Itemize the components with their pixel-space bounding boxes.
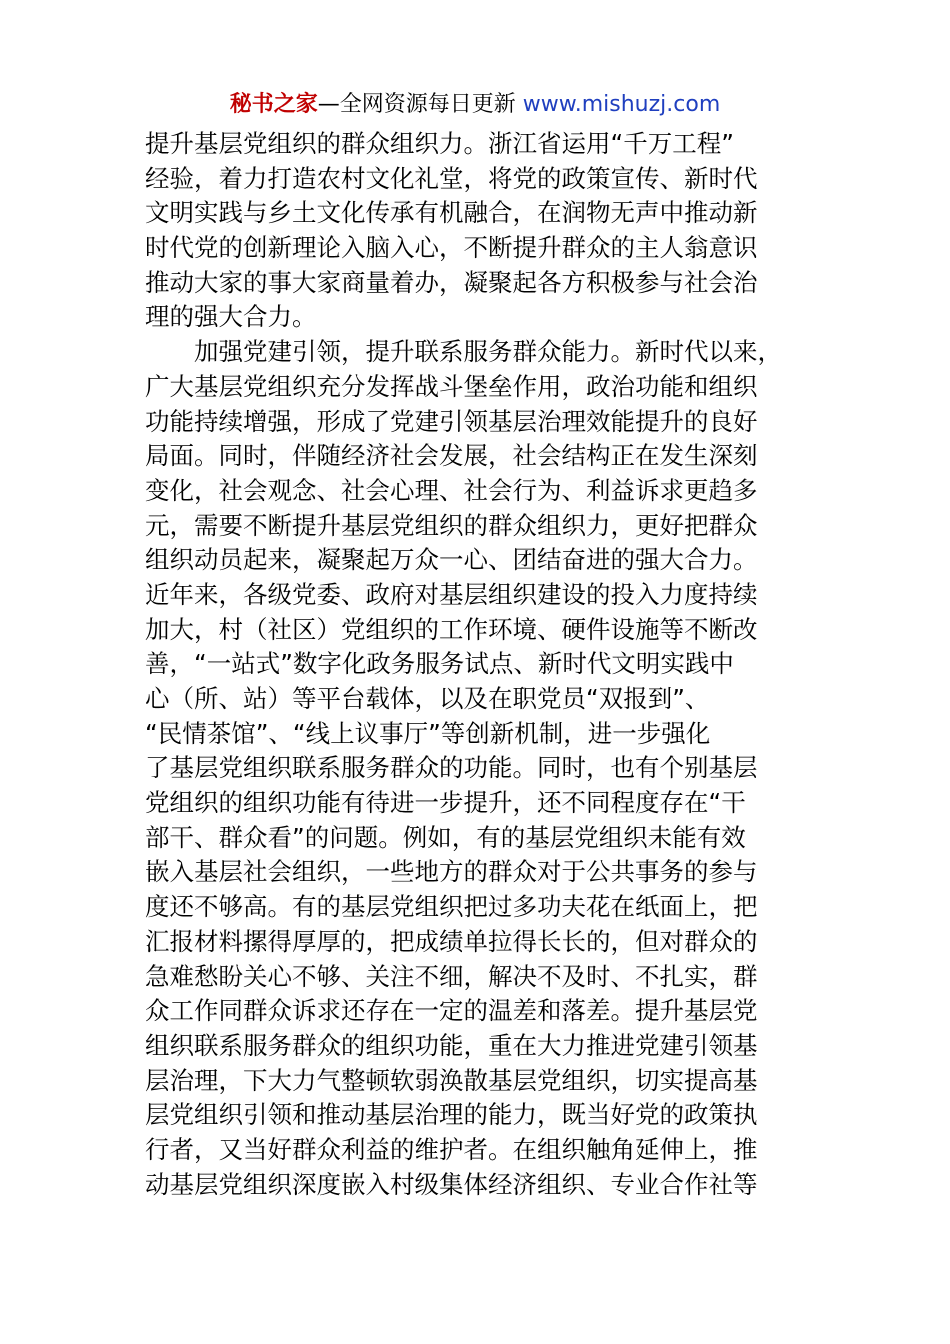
paragraph-start-line: 加强党建引领，提升联系服务群众能力。新时代以来， <box>194 337 782 367</box>
text-line: 众工作同群众诉求还存在一定的温差和落差。提升基层党 <box>145 996 758 1026</box>
text-line: 经验，着力打造农村文化礼堂，将党的政策宣传、新时代 <box>145 163 758 193</box>
text-line: “民情茶馆”、“线上议事厅”等创新机制，进一步强化 <box>145 718 711 748</box>
text-line: 汇报材料摞得厚厚的，把成绩单拉得长长的，但对群众的 <box>145 926 758 956</box>
text-line: 提升基层党组织的群众组织力。浙江省运用“千万工程” <box>145 129 734 158</box>
text-line: 文明实践与乡土文化传承有机融合，在润物无声中推动新 <box>145 198 758 228</box>
site-brand: 秘书之家 <box>229 92 318 117</box>
text-line: 度还不够高。有的基层党组织把过多功夫花在纸面上，把 <box>145 892 758 922</box>
text-line: 了基层党组织联系服务群众的功能。同时，也有个别基层 <box>145 753 758 783</box>
site-tagline: —全网资源每日更新 <box>317 92 516 117</box>
text-line: 急难愁盼关心不够、关注不细，解决不及时、不扎实，群 <box>145 961 758 991</box>
text-line: 层党组织引领和推动基层治理的能力，既当好党的政策执 <box>145 1100 758 1130</box>
text-line: 心（所、站）等平台载体，以及在职党员“双报到”、 <box>145 684 710 713</box>
document-body <box>145 127 815 1202</box>
text-line: 近年来，各级党委、政府对基层组织建设的投入力度持续 <box>145 579 758 609</box>
text-line: 动基层党组织深度嵌入村级集体经济组织、专业合作社等 <box>145 1169 758 1199</box>
text-line: 善，“一站式”数字化政务服务试点、新时代文明实践中 <box>145 649 734 679</box>
text-line: 推动大家的事大家商量着办，凝聚起各方积极参与社会治 <box>145 267 758 297</box>
text-line: 党组织的组织功能有待进一步提升，还不同程度存在“干 <box>145 788 746 818</box>
text-line: 加大，村（社区）党组织的工作环境、硬件设施等不断改 <box>145 614 758 644</box>
text-line: 层治理，下大力气整顿软弱涣散基层党组织，切实提高基 <box>145 1065 758 1095</box>
text-line: 变化，社会观念、社会心理、社会行为、利益诉求更趋多 <box>145 475 758 505</box>
text-line: 行者，又当好群众利益的维护者。在组织触角延伸上，推 <box>145 1134 758 1164</box>
page-header <box>0 88 950 122</box>
text-line: 广大基层党组织充分发挥战斗堡垒作用，政治功能和组织 <box>145 371 758 401</box>
text-line: 部干、群众看”的问题。例如，有的基层党组织未能有效 <box>145 822 746 852</box>
text-line: 功能持续增强，形成了党建引领基层治理效能提升的良好 <box>145 406 758 436</box>
text-line: 理的强大合力。 <box>145 302 317 332</box>
text-line: 局面。同时，伴随经济社会发展，社会结构正在发生深刻 <box>145 441 758 471</box>
site-url-link[interactable]: www.mishuzj.com <box>522 92 721 117</box>
text-line: 组织动员起来，凝聚起万众一心、团结奋进的强大合力。 <box>145 545 758 575</box>
text-line: 元，需要不断提升基层党组织的群众组织力，更好把群众 <box>145 510 758 540</box>
text-line: 时代党的创新理论入脑入心，不断提升群众的主人翁意识 <box>145 233 758 263</box>
text-line: 组织联系服务群众的组织功能，重在大力推进党建引领基 <box>145 1030 758 1060</box>
text-line: 嵌入基层社会组织，一些地方的群众对于公共事务的参与 <box>145 857 758 887</box>
